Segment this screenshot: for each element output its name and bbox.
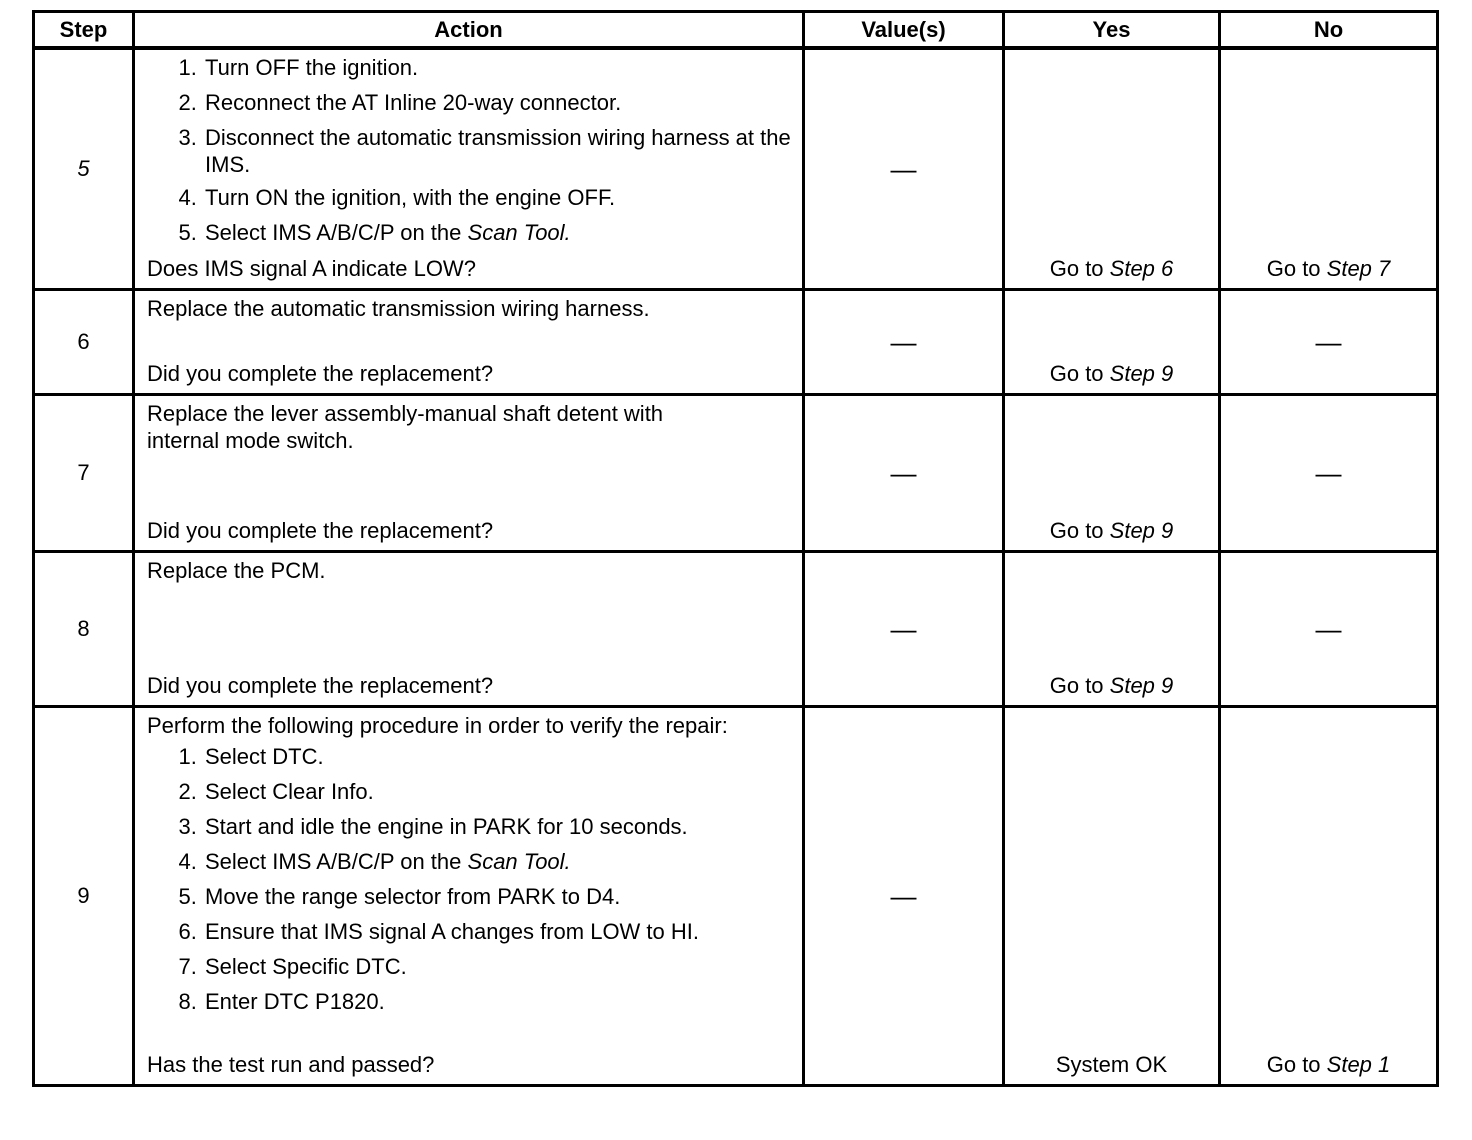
yes-cell (1004, 395, 1220, 552)
action-cell (134, 395, 804, 552)
yes-cell (1004, 48, 1220, 290)
action-list (147, 54, 794, 254)
action-text: Replace the lever assembly-manual shaft detent with internal mode switch. (147, 401, 664, 453)
table-row-step-6 (34, 290, 1438, 395)
yes-step-link: Step 9 (1109, 673, 1174, 698)
action-text: Replace the PCM. (147, 558, 326, 583)
question-text: Did you complete the replacement? (147, 361, 494, 386)
step-number: 5 (34, 48, 134, 290)
header-yes: Yes (1004, 12, 1220, 49)
action-cell (134, 290, 804, 395)
list-item-text: Select IMS A/B/C/P on the (205, 849, 468, 874)
question-text: Has the test run and passed? (147, 1052, 435, 1077)
yes-cell (1004, 552, 1220, 707)
no-cell (1220, 707, 1438, 1086)
value-cell: — (804, 552, 1004, 707)
value-cell: — (804, 48, 1004, 290)
action-cell (134, 48, 804, 290)
no-cell: — (1220, 552, 1438, 707)
value-cell: — (804, 707, 1004, 1086)
list-item (203, 848, 794, 875)
diagnostic-table-grid (32, 10, 1439, 1087)
list-item: 5. Move the range selector from PARK to D4. (203, 883, 794, 910)
table-row-step-9 (34, 707, 1438, 1086)
step-number: 9 (34, 707, 134, 1086)
no-prefix: Go to (1266, 1052, 1327, 1077)
list-item: 2. Reconnect the AT Inline 20-way connector. (203, 89, 794, 116)
no-prefix: Go to (1266, 256, 1327, 281)
header-value: Value(s) (804, 12, 1004, 49)
header-action: Action (134, 12, 804, 49)
step-number: 6 (34, 290, 134, 395)
list-item: 1. Select DTC. (203, 743, 794, 770)
yes-step-link: Step 9 (1109, 518, 1174, 543)
no-cell: — (1220, 290, 1438, 395)
question-text: Did you complete the replacement? (147, 518, 494, 543)
list-item: 8. Enter DTC P1820. (203, 988, 794, 1015)
no-step-link: Step 7 (1326, 256, 1391, 281)
no-cell (1220, 48, 1438, 290)
no-cell: — (1220, 395, 1438, 552)
action-cell (134, 552, 804, 707)
yes-cell (1004, 290, 1220, 395)
yes-prefix: Go to (1049, 673, 1110, 698)
step-number: 8 (34, 552, 134, 707)
header-step: Step (34, 12, 134, 49)
question-text: Does IMS signal A indicate LOW? (147, 256, 476, 281)
table-row-step-8 (34, 552, 1438, 707)
yes-step-link: Step 6 (1109, 256, 1174, 281)
value-cell: — (804, 395, 1004, 552)
header-no: No (1220, 12, 1438, 49)
action-text: Replace the automatic transmission wiring harness. (147, 296, 650, 321)
list-item: 1. Turn OFF the ignition. (203, 54, 794, 81)
table-row-step-5 (34, 48, 1438, 290)
yes-cell: System OK (1004, 707, 1220, 1086)
list-item: 7. Select Specific DTC. (203, 953, 794, 980)
action-cell (134, 707, 804, 1086)
list-item: 2. Select Clear Info. (203, 778, 794, 805)
yes-prefix: Go to (1049, 361, 1110, 386)
table-row-step-7 (34, 395, 1438, 552)
yes-step-link: Step 9 (1109, 361, 1174, 386)
diagnostic-table (32, 10, 1436, 1087)
question-text: Did you complete the replacement? (147, 673, 494, 698)
action-list (147, 743, 794, 1023)
list-item: 6. Ensure that IMS signal A changes from LOW to HI. (203, 918, 794, 945)
scan-tool-emphasis: Scan Tool. (467, 849, 571, 874)
step-number: 7 (34, 395, 134, 552)
list-item: 3. Disconnect the automatic transmission wiring harness at the IMS. (203, 124, 794, 178)
list-item (203, 219, 794, 246)
header-row (34, 12, 1438, 49)
action-text: Perform the following procedure in order to verify the repair: (147, 713, 728, 738)
value-cell: — (804, 290, 1004, 395)
no-step-link: Step 1 (1326, 1052, 1391, 1077)
list-item: 4. Turn ON the ignition, with the engine OFF. (203, 184, 794, 211)
yes-prefix: Go to (1049, 256, 1110, 281)
list-item: 3. Start and idle the engine in PARK for 10 seconds. (203, 813, 794, 840)
yes-prefix: Go to (1049, 518, 1110, 543)
list-item-text: Select IMS A/B/C/P on the (205, 220, 468, 245)
scan-tool-emphasis: Scan Tool. (467, 220, 571, 245)
